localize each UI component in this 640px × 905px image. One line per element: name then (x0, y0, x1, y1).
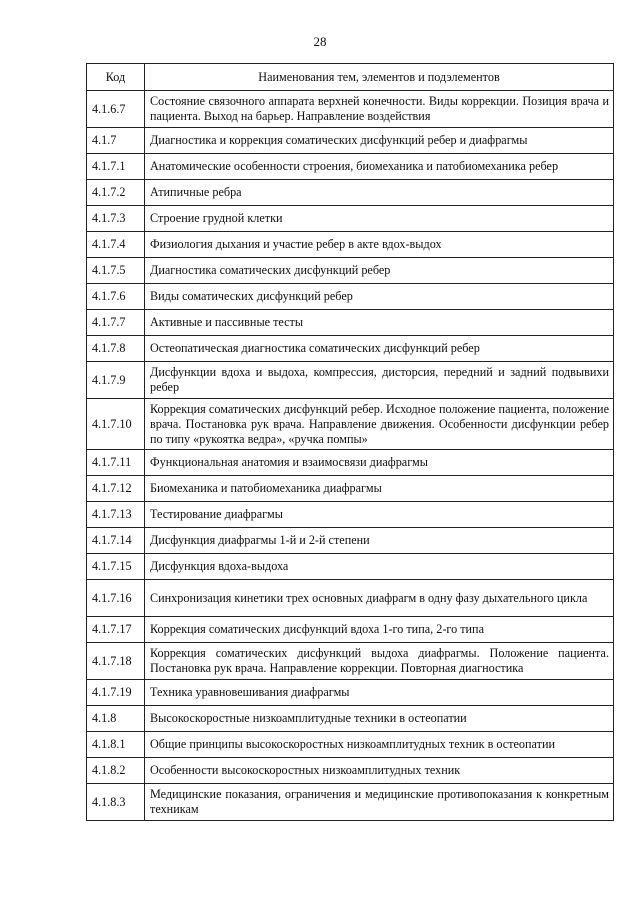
row-code: 4.1.7.16 (87, 580, 145, 617)
row-name: Дисфункция диафрагмы 1-й и 2-й степени (145, 528, 614, 554)
table-row (87, 758, 614, 784)
table-row (87, 206, 614, 232)
table-row (87, 258, 614, 284)
table-row (87, 154, 614, 180)
table-header-row (87, 64, 614, 91)
row-code: 4.1.8 (87, 706, 145, 732)
row-code: 4.1.7.15 (87, 554, 145, 580)
row-name: Медицинские показания, ограничения и медицинские противопоказания к конкретным техникам (145, 784, 614, 821)
table-row (87, 476, 614, 502)
row-code: 4.1.7.1 (87, 154, 145, 180)
row-name: Диагностика и коррекция соматических дисфункций ребер и диафрагмы (145, 128, 614, 154)
row-code: 4.1.7.9 (87, 362, 145, 399)
row-code: 4.1.6.7 (87, 91, 145, 128)
table-row (87, 128, 614, 154)
row-name: Функциональная анатомия и взаимосвязи диафрагмы (145, 450, 614, 476)
table-row (87, 706, 614, 732)
row-name: Диагностика соматических дисфункций ребер (145, 258, 614, 284)
row-name: Физиология дыхания и участие ребер в акте вдох-выдох (145, 232, 614, 258)
topics-table (86, 63, 614, 821)
row-code: 4.1.8.1 (87, 732, 145, 758)
row-code: 4.1.7.4 (87, 232, 145, 258)
row-name: Коррекция соматических дисфункций выдоха диафрагмы. Положение пациента. Постановка рук врача. Направление коррекции. Повторная диагностика (145, 643, 614, 680)
table-row (87, 643, 614, 680)
row-name: Остеопатическая диагностика соматических дисфункций ребер (145, 336, 614, 362)
table-row (87, 732, 614, 758)
row-name: Дисфункции вдоха и выдоха, компрессия, дисторсия, передний и задний подвывихи ребер (145, 362, 614, 399)
table-row (87, 680, 614, 706)
row-name: Особенности высокоскоростных низкоамплитудных техник (145, 758, 614, 784)
row-code: 4.1.7.8 (87, 336, 145, 362)
row-name: Синхронизация кинетики трех основных диафрагм в одну фазу дыхательного цикла (145, 580, 614, 617)
row-code: 4.1.7.14 (87, 528, 145, 554)
row-name: Состояние связочного аппарата верхней конечности. Виды коррекции. Позиция врача и пациента. Выход на барьер. Направление воздействия (145, 91, 614, 128)
table-row (87, 502, 614, 528)
row-name: Атипичные ребра (145, 180, 614, 206)
row-name: Анатомические особенности строения, биомеханика и патобиомеханика ребер (145, 154, 614, 180)
row-code: 4.1.7.11 (87, 450, 145, 476)
row-code: 4.1.7.18 (87, 643, 145, 680)
table-body (87, 91, 614, 821)
table-row (87, 784, 614, 821)
row-name: Строение грудной клетки (145, 206, 614, 232)
table-row (87, 336, 614, 362)
row-name: Общие принципы высокоскоростных низкоамплитудных техник в остеопатии (145, 732, 614, 758)
table-row (87, 232, 614, 258)
row-name: Активные и пассивные тесты (145, 310, 614, 336)
table-row (87, 617, 614, 643)
row-name: Коррекция соматических дисфункций вдоха 1-го типа, 2-го типа (145, 617, 614, 643)
row-name: Коррекция соматических дисфункций ребер. Исходное положение пациента, положение врача. Постановка рук врача. Направление движения. Особенности дисфункции ребер по типу «рукоятка ведра», «ручка помпы» (145, 399, 614, 450)
row-code: 4.1.7.17 (87, 617, 145, 643)
row-name: Тестирование диафрагмы (145, 502, 614, 528)
row-code: 4.1.7.6 (87, 284, 145, 310)
page-number: 28 (313, 34, 327, 49)
header-code: Код (87, 64, 145, 91)
header-name: Наименования тем, элементов и подэлементов (145, 64, 614, 91)
row-code: 4.1.8.3 (87, 784, 145, 821)
row-name: Техника уравновешивания диафрагмы (145, 680, 614, 706)
row-name: Дисфункция вдоха-выдоха (145, 554, 614, 580)
row-code: 4.1.7.5 (87, 258, 145, 284)
row-code: 4.1.7.2 (87, 180, 145, 206)
table-row (87, 399, 614, 450)
row-name: Биомеханика и патобиомеханика диафрагмы (145, 476, 614, 502)
row-code: 4.1.7.13 (87, 502, 145, 528)
row-code: 4.1.7 (87, 128, 145, 154)
table-row (87, 310, 614, 336)
row-code: 4.1.7.3 (87, 206, 145, 232)
table-row (87, 580, 614, 617)
row-name: Высокоскоростные низкоамплитудные техники в остеопатии (145, 706, 614, 732)
row-code: 4.1.7.10 (87, 399, 145, 450)
row-name: Виды соматических дисфункций ребер (145, 284, 614, 310)
row-code: 4.1.7.12 (87, 476, 145, 502)
table-row (87, 362, 614, 399)
table-row (87, 528, 614, 554)
table-row (87, 284, 614, 310)
table-row (87, 180, 614, 206)
table-row (87, 450, 614, 476)
table-row (87, 554, 614, 580)
table-row (87, 91, 614, 128)
row-code: 4.1.8.2 (87, 758, 145, 784)
row-code: 4.1.7.19 (87, 680, 145, 706)
row-code: 4.1.7.7 (87, 310, 145, 336)
